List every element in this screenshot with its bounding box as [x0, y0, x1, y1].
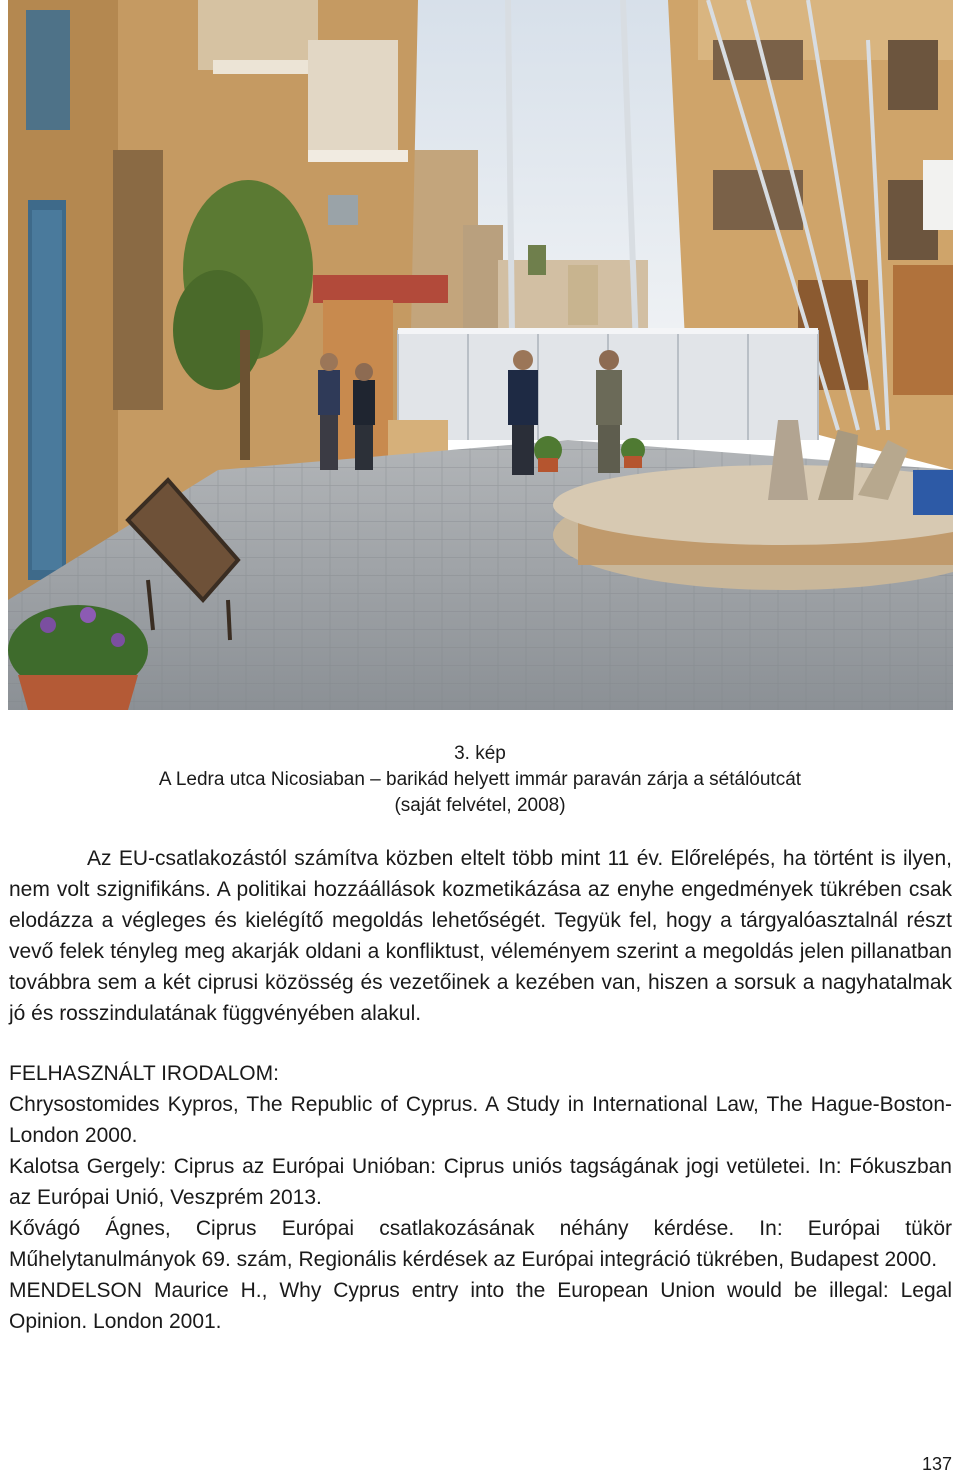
street-photo — [8, 0, 953, 710]
reference-item: MENDELSON Maurice H., Why Cyprus entry into the European Union would be illegal: Legal Opinion. London 2001. — [9, 1279, 952, 1333]
reference-item: Kővágó Ágnes, Ciprus Európai csatlakozásának néhány kérdése. In: Európai tükör Műhelytanulmányok 69. szám, Regionális kérdések az Európai integráció tükrében, Budapest 2000. — [9, 1217, 952, 1271]
reference-item: Kalotsa Gergely: Ciprus az Európai Unióban: Ciprus uniós tagságának jogi vetületei. In: Fókuszban az Európai Unió, Veszprém 2013. — [9, 1155, 952, 1209]
caption-title: A Ledra utca Nicosiaban – barikád helyett immár paraván zárja a sétálóutcát — [158, 769, 802, 790]
caption-source: (saját felvétel, 2008) — [394, 795, 566, 816]
caption-number: 3. kép — [454, 743, 506, 764]
figure-caption — [0, 741, 960, 819]
paragraph: Az EU-csatlakozástól számítva közben eltelt több mint 11 év. Előrelépés, ha történt is ilyen, nem volt szignifikáns. A politikai hozzáállások kozmetikázása az enyhe engedmények tükrében csak elodázza a végleges és kielégítő megoldás lehetőségét. Tegyük fel, hogy a tárgyalóasztalnál részt vevő felek tényleg meg akarják oldani a konfliktust, véleményem szerint a megoldás jelen pillanatban továbbra sem a két ciprusi közösség és vezetőinek a kezében van, hiszen a sorsuk a nagyhatalmak jó és rosszindulatának függvényében alakul. — [9, 847, 952, 1025]
reference-item: Chrysostomides Kypros, The Republic of Cyprus. A Study in International Law, The Hague-Boston-London 2000. — [9, 1093, 952, 1147]
flower-pot — [8, 605, 148, 710]
page-number: 137 — [921, 1454, 952, 1474]
body-text — [9, 843, 952, 1337]
references-heading: FELHASZNÁLT IRODALOM: — [9, 1062, 279, 1085]
